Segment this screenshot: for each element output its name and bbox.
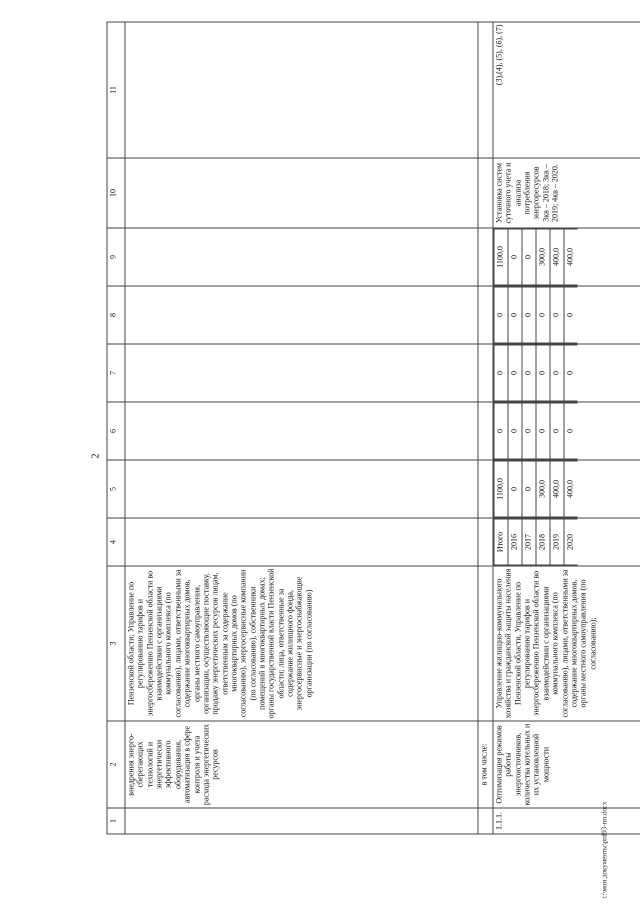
rotated-page [1,0,640,905]
table-row [125,22,478,834]
amount-cell [493,228,640,286]
year-label: 2017 [522,519,536,565]
year-label: 2018 [536,519,550,565]
table-cell [125,518,478,566]
header-cell: 3 [107,566,125,721]
amount-value: 300,0 [536,229,550,285]
expected-result: Установка систем суточного учета и анализа потребления энергоресурсов 3кв – 2018; 3кв – 2019; 4кв – 2020. [493,158,640,228]
header-cell: 2 [107,721,125,808]
header-cell: 4 [107,518,125,566]
amount-value: 0 [522,403,536,459]
table-cell [478,286,493,344]
table-cell [478,228,493,286]
amount-value: 0 [494,287,508,343]
amount-value: 0 [508,403,522,459]
amount-value: 0 [508,287,522,343]
table-cell [478,22,493,158]
amount-value: 0 [508,461,522,517]
amount-value: 0 [564,287,578,343]
amount-value: 0 [522,461,536,517]
header-cell: 9 [107,228,125,286]
measure-description: внедрения энерго-сберегающих технологий и энергетически эффективного оборудования, автоматизация в сфере контроля и учета расхода энергетических ресурсов [125,721,478,808]
table-cell [125,286,478,344]
header-cell: 10 [107,158,125,228]
table-cell [125,158,478,228]
amount-list [494,229,578,286]
row-number: 1.1.1. [493,808,640,834]
program-table [107,22,640,835]
year-label: 2020 [564,519,578,565]
table-cell [125,228,478,286]
header-row [107,22,125,834]
amount-value: 0 [522,287,536,343]
table-cell [478,460,493,518]
including-label: в том числе: [478,721,493,808]
header-cell: 7 [107,344,125,402]
amount-value: 0 [550,287,564,343]
amount-value: 1100,0 [494,461,508,517]
indicator-refs: (3),(4), (5), (6), (7) [493,22,640,158]
amount-list [494,345,578,402]
amount-value: 300,0 [536,461,550,517]
amount-value: 0 [564,345,578,401]
table-cell [125,344,478,402]
amount-value: 400,0 [550,229,564,285]
amount-cell [493,286,640,344]
amount-value: 0 [550,403,564,459]
year-label: 2019 [550,519,564,565]
amount-value: 400,0 [564,461,578,517]
amount-value: 0 [522,229,536,285]
table-cell [125,402,478,460]
amount-list [494,287,578,344]
table-row [478,22,493,834]
amount-value: 0 [508,229,522,285]
table-cell [478,566,493,721]
header-cell: 5 [107,460,125,518]
responsible-executors: Управление жилищно-коммунального хозяйства и гражданской защиты населения Пензенской области, Управление по регулированию тарифов и энергосбережению Пензенской области во взаимодействии с организациями коммунального комплекса (по согласованию), лицами, ответственными за содержание многоквартирных домов, органы местного самоуправления (по согласованию); [493,566,640,721]
year-label: Итого [494,519,508,565]
table-cell [478,344,493,402]
year-label: 2016 [508,519,522,565]
amount-value: 1100,0 [494,229,508,285]
responsible-executors: Пензенской области; Управление по регулированию тарифов и энергосбережению Пензенской области во взаимодействии с организациями коммунального комплекса (по согласованию), лицами, ответственными за содержание многоквартирных домов, органы местного самоуправления, организации, осуществляющие поставку, продажу энергетических ресурсов лицам, ответственным за содержание многоквартирных домов (по согласованию), энергосервисные компании (по согласованию), собственники помещений в многоквартирных домах; органы государственной власти Пензенской области; лица, ответственные за содержание жилищного фонда, энергосервисные и энергоснабжающие организации (по согласованию) [125,566,478,721]
amount-cell [493,402,640,460]
amount-cell [493,460,640,518]
years-list [494,519,578,566]
table-cell [478,158,493,228]
table-cell [478,808,493,834]
header-cell: 11 [107,22,125,158]
header-cell: 8 [107,286,125,344]
amount-value: 400,0 [550,461,564,517]
table-cell [478,518,493,566]
page-number: 2 [90,453,102,459]
measure-description: Оптимизация режимов работы энергоисточников, количества котельных и их установленной мощности [493,721,640,808]
amount-cell [493,344,640,402]
amount-value: 0 [536,345,550,401]
header-cell: 1 [107,808,125,834]
table-cell [125,22,478,158]
table-cell [125,808,478,834]
amount-value: 0 [508,345,522,401]
amount-value: 0 [564,403,578,459]
table-row [493,22,640,834]
amount-value: 0 [536,403,550,459]
table-cell [125,460,478,518]
amount-value: 0 [494,345,508,401]
footer-path: c:\мои документы\рпf93-пп.docx [600,801,609,899]
amount-value: 0 [536,287,550,343]
amount-list [494,461,578,518]
amount-value: 0 [522,345,536,401]
amount-list [494,403,578,460]
amount-value: 400,0 [564,229,578,285]
amount-value: 0 [550,345,564,401]
table-cell [478,402,493,460]
years-cell [493,518,640,566]
amount-value: 0 [494,403,508,459]
header-cell: 6 [107,402,125,460]
